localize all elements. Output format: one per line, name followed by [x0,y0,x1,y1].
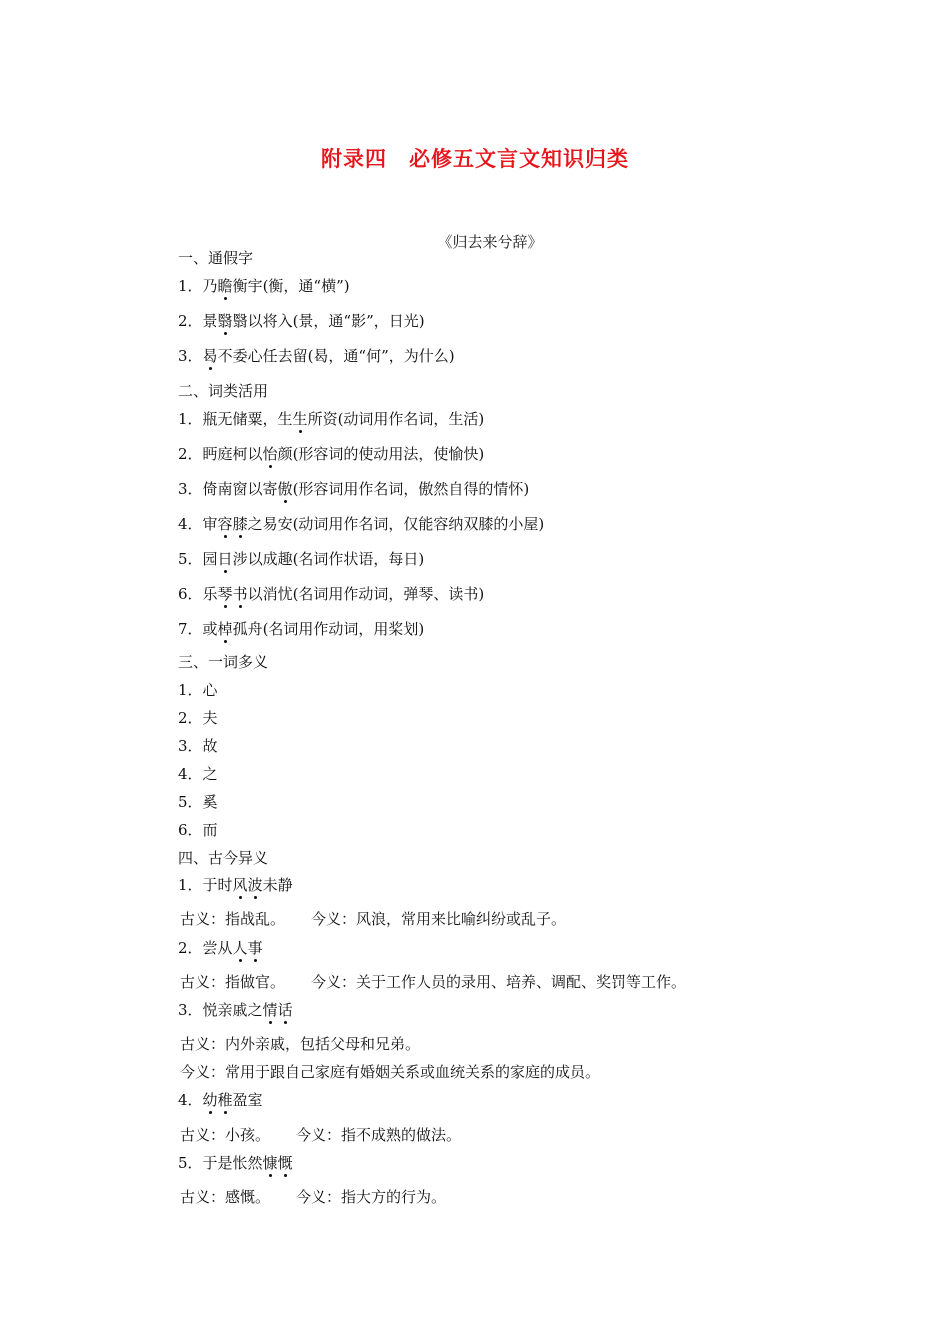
list-item: 2．眄庭柯以怡颜(形容词的使动用法，使愉快) [178,445,485,463]
definition-line: 古义：小孩。 今义：指不成熟的做法。 [180,1126,462,1144]
definition-line: 古义：感慨。 今义：指大方的行为。 [180,1188,447,1206]
list-item: 5．园日涉以成趣(名词作状语，每日) [178,550,425,568]
list-item: 3．倚南窗以寄傲(形容词用作名词，傲然自得的情怀) [178,480,530,498]
definition-line: 今义：常用于跟自己家庭有婚姻关系或血统关系的家庭的成员。 [180,1063,601,1081]
list-item: 7．或棹孤舟(名词用作动词，用桨划) [178,620,425,638]
list-item: 5．于是怅然慷慨 [178,1154,293,1172]
list-item: 6．而 [178,821,218,839]
definition-line: 古义：内外亲戚，包括父母和兄弟。 [180,1035,421,1053]
list-item: 2．夫 [178,709,218,727]
list-item: 1．于时风波未静 [178,876,293,894]
list-item: 4．审容膝之易安(动词用作名词，仅能容纳双膝的小屋) [178,515,545,533]
list-item: 4．之 [178,765,218,783]
section-subtitle: 《归去来兮辞》 [437,233,543,251]
heading-gujinyiyi: 四、古今异义 [178,849,269,867]
heading-cileihuoyong: 二、词类活用 [178,382,269,400]
list-item: 1．乃瞻衡宇(衡，通“横”) [178,277,350,295]
definition-line: 古义：指战乱。 今义：风浪，常用来比喻纠纷或乱子。 [180,910,567,928]
list-item: 1．瓶无储粟，生生所资(动词用作名词，生活) [178,410,485,428]
list-item: 2．景翳翳以将入(景，通“影”，日光) [178,312,425,330]
definition-line: 古义：指做官。 今义：关于工作人员的录用、培养、调配、奖罚等工作。 [180,973,687,991]
heading-tongjiazi: 一、通假字 [178,249,254,267]
list-item: 3．故 [178,737,218,755]
list-item: 3．曷不委心任去留(曷，通“何”，为什么) [178,347,455,365]
heading-yiciduoyi: 三、一词多义 [178,653,269,671]
list-item: 6．乐琴书以消忧(名词用作动词，弹琴、读书) [178,585,485,603]
page-title: 附录四 必修五文言文知识归类 [321,147,629,171]
list-item: 3．悦亲戚之情话 [178,1001,293,1019]
list-item: 1．心 [178,681,218,699]
list-item: 2．尝从人事 [178,939,263,957]
list-item: 5．奚 [178,793,218,811]
list-item: 4．幼稚盈室 [178,1091,263,1109]
